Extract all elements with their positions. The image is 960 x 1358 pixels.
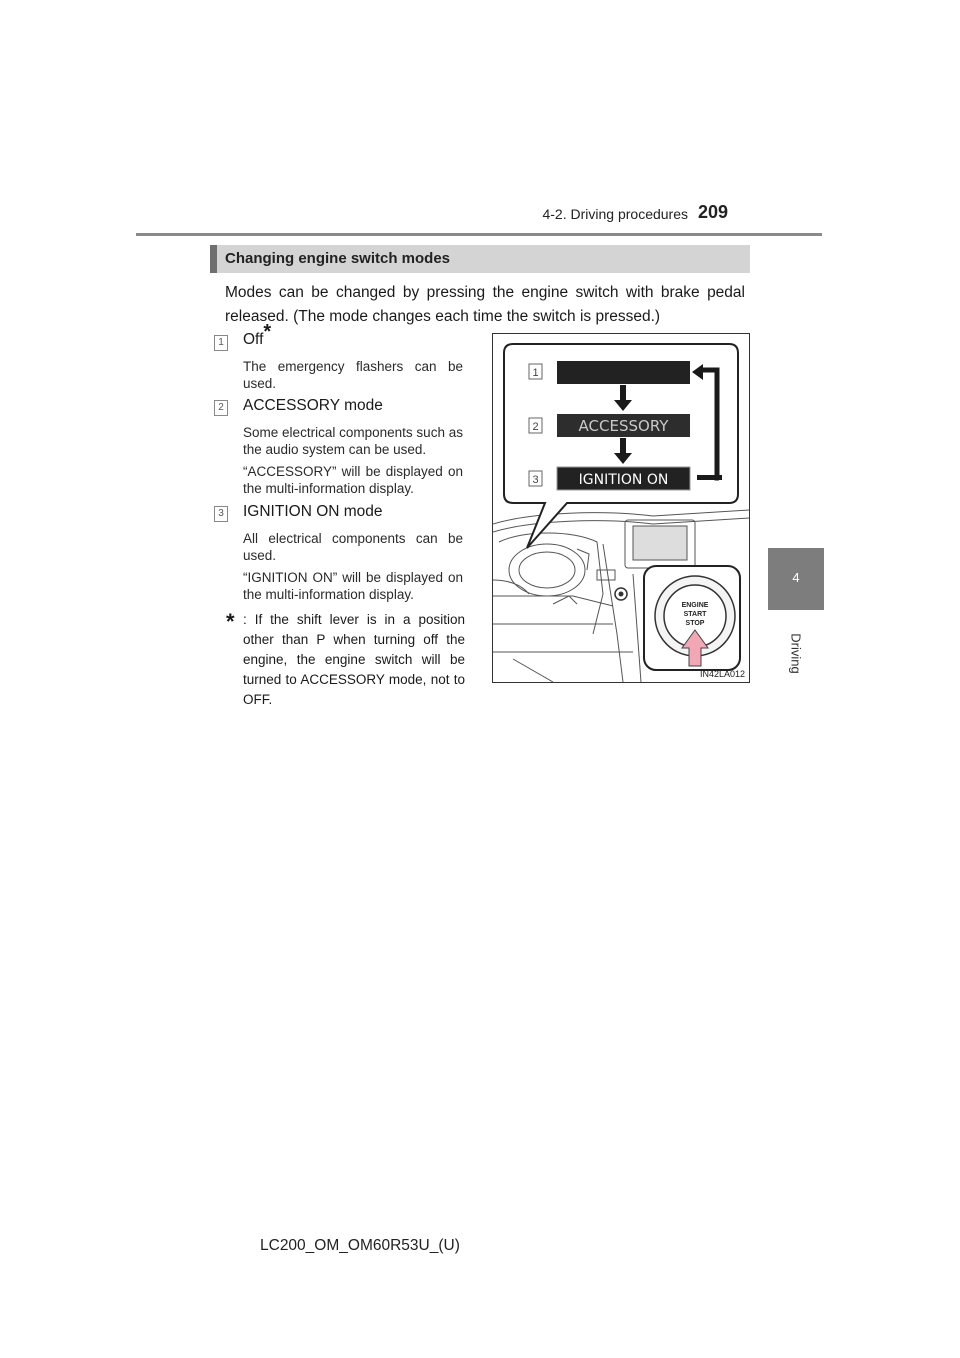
item-number-3: 3	[214, 506, 228, 522]
page-number: 209	[698, 202, 729, 222]
footnote-text: : If the shift lever is in a position other than P when turning off the engine, the engine switch will be turned to ACCESSORY mode, not to OFF.	[243, 612, 465, 707]
item-desc-2a: Some electrical components such as the audio system can be used.	[243, 425, 463, 457]
item-desc-3b: “IGNITION ON” will be displayed on the multi-information display.	[243, 570, 463, 602]
item-number-2: 2	[214, 400, 228, 416]
display-off	[557, 361, 690, 384]
item-desc-2b: “ACCESSORY” will be displayed on the multi-information display.	[243, 464, 463, 496]
chapter-label: Driving	[788, 633, 804, 674]
figure-code: IN42LA012	[700, 669, 746, 679]
header-rule	[136, 233, 822, 236]
section-heading-text: Changing engine switch modes	[225, 250, 451, 267]
display-accessory-label: ACCESSORY	[578, 417, 669, 435]
item-title-3: IGNITION ON mode	[243, 503, 383, 520]
item-number-1: 1	[214, 335, 228, 351]
button-label-stop: STOP	[685, 620, 705, 627]
item-title-1-text: Off	[243, 331, 264, 348]
section-heading-bar	[210, 245, 217, 273]
footnote-mark: *	[226, 609, 235, 634]
item-desc-3a: All electrical components can be used.	[243, 531, 463, 563]
button-label-start: START	[683, 611, 707, 618]
display-ignition-label: IGNITION ON	[578, 472, 669, 488]
callout-number-1: 1	[532, 367, 539, 379]
illustration-drawing	[493, 334, 749, 682]
header-section-title: 4-2. Driving procedures	[542, 206, 688, 222]
callout-number-2: 2	[532, 421, 539, 433]
button-label-engine: ENGINE	[681, 602, 709, 609]
item-title-1	[243, 321, 272, 349]
item-title-2: ACCESSORY mode	[243, 397, 383, 414]
callout-number-3: 3	[532, 474, 539, 486]
intro-paragraph: Modes can be changed by pressing the engine switch with brake pedal released. (The mode changes each time the switch is pressed.)	[225, 284, 745, 325]
engine-switch-illustration	[492, 333, 750, 683]
section-heading	[210, 245, 750, 273]
item-title-1-mark: *	[263, 321, 272, 343]
chapter-number: 4	[792, 570, 800, 585]
item-desc-1a: The emergency flashers can be used.	[243, 359, 463, 391]
footer-doc-id: LC200_OM_OM60R53U_(U)	[260, 1237, 460, 1254]
